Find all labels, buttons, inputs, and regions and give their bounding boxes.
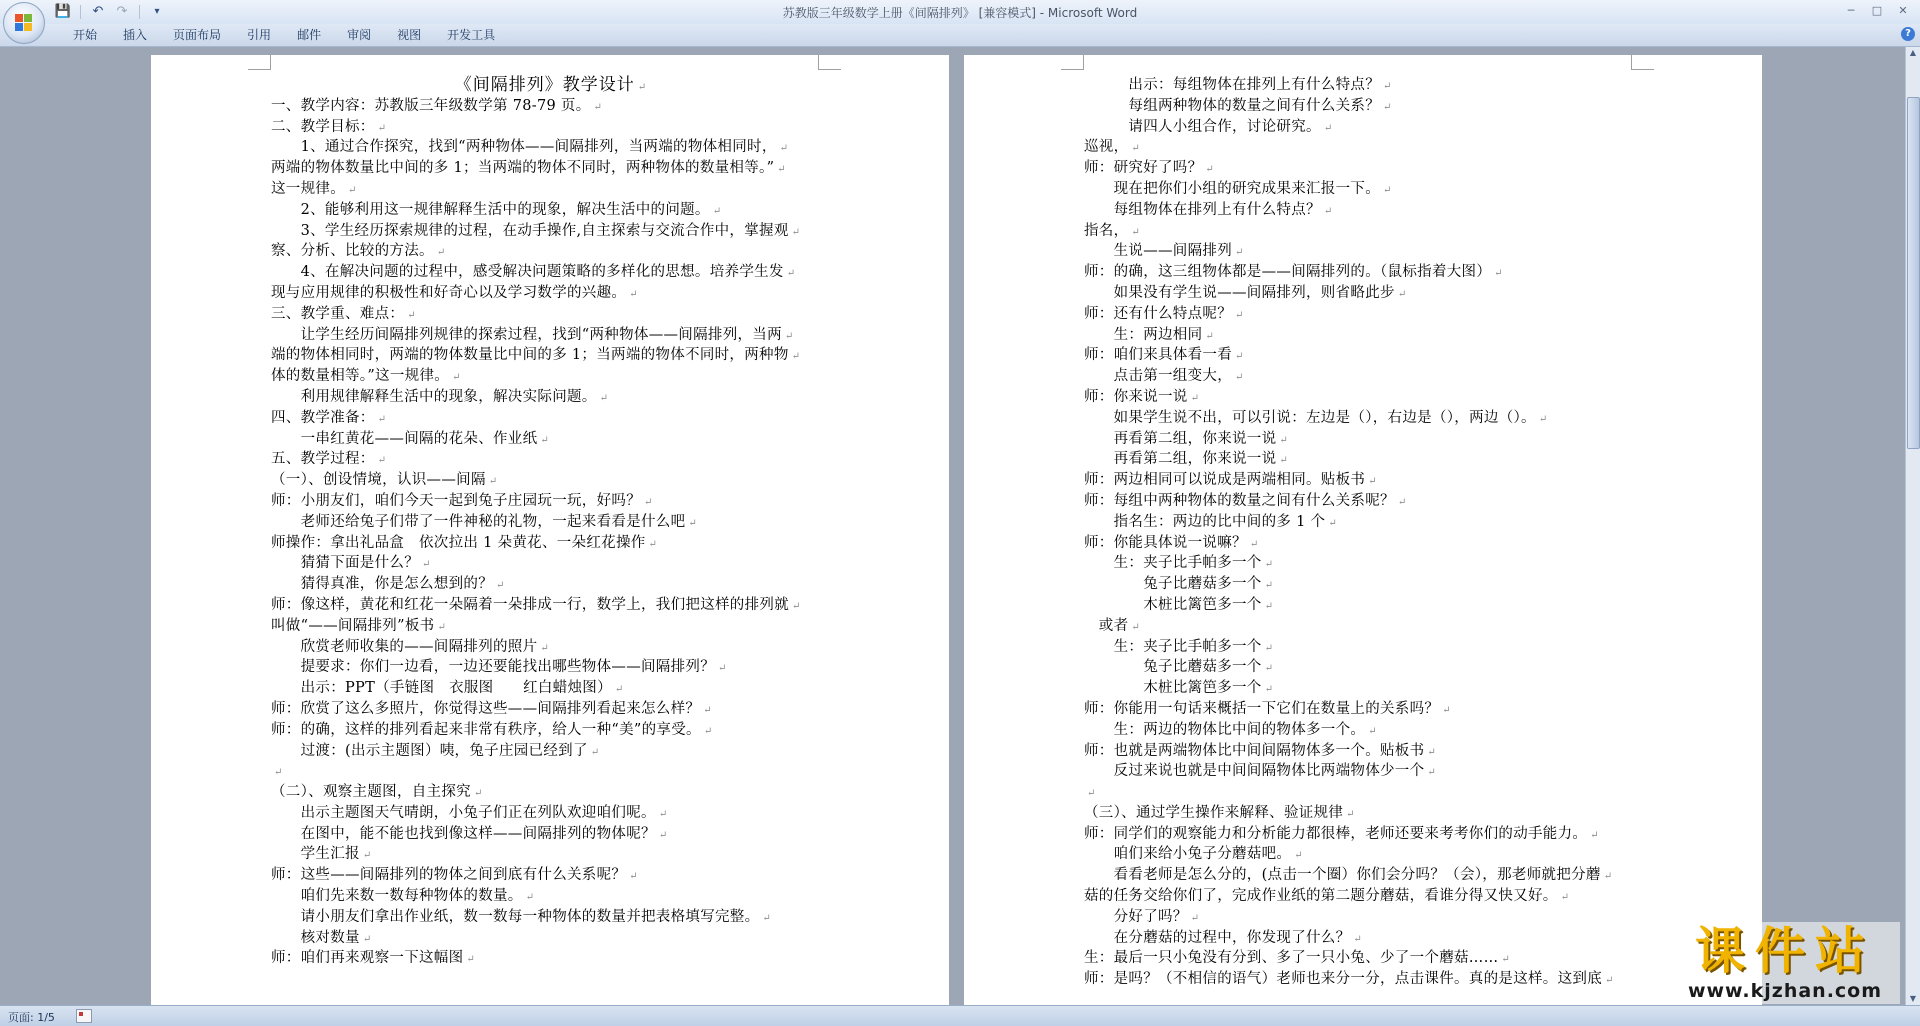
text-line: 两端的物体数量比中间的多 1；当两端的物体不同时，两种物体的数量相等。” ↵ (271, 158, 831, 179)
text-line: 五、教学过程： ↵ (271, 449, 831, 470)
document-title: 《间隔排列》教学设计 ↵ (271, 75, 831, 96)
ribbon-tabs (60, 27, 508, 43)
window-title: 苏教版三年级数学上册《间隔排列》 [兼容模式] - Microsoft Word (782, 6, 1138, 20)
text-line: 点击第一组变大， ↵ (1084, 366, 1644, 387)
customize-qat-icon[interactable]: ▾ (154, 6, 160, 17)
text-line: 分好了吗？ ↵ (1084, 907, 1644, 928)
status-bar (0, 1005, 1920, 1026)
text-line: 猜猜下面是什么？ ↵ (271, 553, 831, 574)
text-line: 端的物体相同时，两端的物体数量比中间的多 1；当两端的物体不同时，两种物 ↵ (271, 345, 831, 366)
text-line: 师：这些——间隔排列的物体之间到底有什么关系呢？ ↵ (271, 865, 831, 886)
text-line: 三、教学重、难点： ↵ (271, 304, 831, 325)
watermark-title: 课件站 (1695, 922, 1875, 980)
tab-review[interactable]: 审阅 (347, 28, 372, 42)
text-line: 请四人小组合作，讨论研究。 ↵ (1084, 117, 1644, 138)
site-watermark (1670, 922, 1900, 1004)
tab-references[interactable]: 引用 (247, 28, 272, 42)
text-line: 请小朋友们拿出作业纸，数一数每一种物体的数量并把表格填写完整。 ↵ (271, 907, 831, 928)
text-line: 师：你能具体说一说嘛？ ↵ (1084, 533, 1644, 554)
text-line: （一）、创设情境，认识——间隔 ↵ (271, 470, 831, 491)
text-line: 核对数量 ↵ (271, 928, 831, 949)
watermark-url: www.kjzhan.com (1687, 980, 1883, 1002)
text-line: 二、教学目标： ↵ (271, 117, 831, 138)
text-line: 指名， ↵ (1084, 221, 1644, 242)
text-line: 这一规律。 ↵ (271, 179, 831, 200)
tab-mailings[interactable]: 邮件 (297, 28, 322, 42)
text-line: 师：的确，这三组物体都是——间隔排列的。（鼠标指着大图） ↵ (1084, 262, 1644, 283)
minimize-button[interactable]: ─ (1847, 4, 1855, 17)
text-line: 4、在解决问题的过程中，感受解决问题策略的多样化的思想。培养学生发 ↵ (271, 262, 831, 283)
document-page-1[interactable] (151, 55, 949, 1005)
page-text (271, 75, 831, 969)
text-line: 师：咱们来具体看一看 ↵ (1084, 345, 1644, 366)
tab-home[interactable]: 开始 (73, 28, 98, 42)
text-line: 叫做“——间隔排列”板书 ↵ (271, 616, 831, 637)
text-line: 四、教学准备： ↵ (271, 408, 831, 429)
text-line: 2、能够利用这一规律解释生活中的现象，解决生活中的问题。 ↵ (271, 200, 831, 221)
text-line: 师：也就是两端物体比中间间隔物体多一个。贴板书 ↵ (1084, 741, 1644, 762)
text-line: 出示：PPT（手链图 衣服图 红白蜡烛图） ↵ (271, 678, 831, 699)
text-line: （二）、观察主题图，自主探究 ↵ (271, 782, 831, 803)
margin-mark (1061, 55, 1084, 70)
text-line: 兔子比蘑菇多一个 ↵ (1084, 657, 1644, 678)
text-line: 生：夹子比手帕多一个 ↵ (1084, 637, 1644, 658)
text-line: 指名生：两边的比中间的多 1 个 ↵ (1084, 512, 1644, 533)
save-icon[interactable]: 💾 (54, 4, 72, 19)
tab-developer[interactable]: 开发工具 (447, 28, 496, 42)
margin-mark (818, 55, 841, 70)
text-line: 菇的任务交给你们了，完成作业纸的第二题分蘑菇，看谁分得又快又好。 ↵ (1084, 886, 1644, 907)
text-line: 师：同学们的观察能力和分析能力都很棒，老师还要来考考你们的动手能力。 ↵ (1084, 824, 1644, 845)
text-line: 在图中，能不能也找到像这样——间隔排列的物体呢？ ↵ (271, 824, 831, 845)
maximize-button[interactable]: □ (1871, 4, 1883, 17)
text-line: 师操作：拿出礼品盒 依次拉出 1 朵黄花、一朵红花操作 ↵ (271, 533, 831, 554)
text-line: 利用规律解释生活中的现象，解决实际问题。 ↵ (271, 387, 831, 408)
text-line: 师：咱们再来观察一下这幅图 ↵ (271, 948, 831, 969)
text-line: 如果学生说不出，可以引说：左边是（），右边是（），两边（）。 ↵ (1084, 408, 1644, 429)
redo-icon[interactable]: ↷ (116, 4, 128, 19)
text-line: 师：两边相同可以说成是两端相同。贴板书 ↵ (1084, 470, 1644, 491)
scroll-up-icon[interactable]: ▲ (1909, 48, 1917, 57)
text-line: 反过来说也就是中间间隔物体比两端物体少一个 ↵ (1084, 761, 1644, 782)
text-line: 欣赏老师收集的——间隔排列的照片 ↵ (271, 637, 831, 658)
tab-insert[interactable]: 插入 (123, 28, 148, 42)
text-line: 现在把你们小组的研究成果来汇报一下。 ↵ (1084, 179, 1644, 200)
text-line: 察、分析、比较的方法。 ↵ (271, 241, 831, 262)
text-line: 师：欣赏了这么多照片，你觉得这些——间隔排列看起来怎么样？ ↵ (271, 699, 831, 720)
text-line: 师：你能用一句话来概括一下它们在数量上的关系吗？ ↵ (1084, 699, 1644, 720)
close-button[interactable]: ✕ (1898, 4, 1908, 17)
text-line: 咱们来给小兔子分蘑菇吧。 ↵ (1084, 844, 1644, 865)
text-line: 学生汇报 ↵ (271, 844, 831, 865)
text-line: 咱们先来数一数每种物体的数量。 ↵ (271, 886, 831, 907)
text-line: 师：的确，这样的排列看起来非常有秩序，给人一种“美”的享受。 ↵ (271, 720, 831, 741)
tab-view[interactable]: 视图 (397, 28, 422, 42)
text-line: 师：像这样，黄花和红花一朵隔着一朵排成一行，数学上，我们把这样的排列就 ↵ (271, 595, 831, 616)
text-line: 猜得真准，你是怎么想到的？ ↵ (271, 574, 831, 595)
text-line: 生：最后一只小兔没有分到、多了一只小兔、少了一个蘑菇…… ↵ (1084, 948, 1644, 969)
page-text (1084, 75, 1644, 990)
text-line: 兔子比蘑菇多一个 ↵ (1084, 574, 1644, 595)
undo-icon[interactable]: ↶ (92, 4, 104, 19)
text-line: 一串红黄花——间隔的花朵、作业纸 ↵ (271, 429, 831, 450)
office-button[interactable] (3, 2, 45, 44)
vertical-scrollbar[interactable] (1905, 47, 1920, 1005)
text-line: 师：还有什么特点呢？ ↵ (1084, 304, 1644, 325)
text-line: 木桩比篱笆多一个 ↵ (1084, 678, 1644, 699)
window-controls (1838, 2, 1916, 20)
text-line: 体的数量相等。”这一规律。 ↵ (271, 366, 831, 387)
text-line: 生：两边的物体比中间的物体多一个。 ↵ (1084, 720, 1644, 741)
text-line: 让学生经历间隔排列规律的探索过程，找到“两种物体——间隔排列，当两 ↵ (271, 325, 831, 346)
text-line: 木桩比篱笆多一个 ↵ (1084, 595, 1644, 616)
text-line: 老师还给兔子们带了一件神秘的礼物，一起来看看是什么吧 ↵ (271, 512, 831, 533)
scroll-down-icon[interactable]: ▼ (1909, 994, 1917, 1003)
text-line: 1、通过合作探究，找到“两种物体——间隔排列，当两端的物体相同时， ↵ (271, 137, 831, 158)
text-line: 师：小朋友们，咱们今天一起到兔子庄园玩一玩，好吗？ ↵ (271, 491, 831, 512)
text-line: 提要求：你们一边看，一边还要能找出哪些物体——间隔排列？ ↵ (271, 657, 831, 678)
ribbon-tab-bar (0, 24, 1920, 47)
text-line: 师：每组中两种物体的数量之间有什么关系呢？ ↵ (1084, 491, 1644, 512)
text-line (271, 761, 831, 782)
text-line: 每组两种物体的数量之间有什么关系？ ↵ (1084, 96, 1644, 117)
document-page-2[interactable] (964, 55, 1762, 1005)
title-bar (0, 0, 1920, 24)
text-line: 看看老师是怎么分的，(点击一个圈）你们会分吗？（会），那老师就把分蘑 ↵ (1084, 865, 1644, 886)
text-line: 巡视， ↵ (1084, 137, 1644, 158)
margin-mark (248, 55, 271, 70)
text-line: 再看第二组，你来说一说 ↵ (1084, 449, 1644, 470)
text-line: 师：你来说一说 ↵ (1084, 387, 1644, 408)
text-line: 3、学生经历探索规律的过程，在动手操作,自主探索与交流合作中，掌握观 ↵ (271, 221, 831, 242)
text-line: 师：是吗？（不相信的语气）老师也来分一分，点击课件。真的是这样。这到底 ↵ (1084, 969, 1644, 990)
text-line: 生说——间隔排列 ↵ (1084, 241, 1644, 262)
scroll-thumb[interactable] (1907, 97, 1920, 449)
text-line: 师：研究好了吗？ ↵ (1084, 158, 1644, 179)
office-logo-icon (15, 14, 33, 32)
text-line: 生：两边相同 ↵ (1084, 325, 1644, 346)
text-line: 过渡：(出示主题图）咦，兔子庄园已经到了 ↵ (271, 741, 831, 762)
text-line: 现与应用规律的积极性和好奇心以及学习数学的兴趣。 ↵ (271, 283, 831, 304)
text-line: 一、教学内容：苏教版三年级数学第 78-79 页。 ↵ (271, 96, 831, 117)
text-line: 如果没有学生说——间隔排列，则省略此步 ↵ (1084, 283, 1644, 304)
margin-mark (1631, 55, 1654, 70)
proofing-icon[interactable] (76, 1009, 92, 1023)
document-area[interactable] (0, 47, 1906, 1005)
text-line: 生：夹子比手帕多一个 ↵ (1084, 553, 1644, 574)
text-line (1084, 782, 1644, 803)
text-line: 在分蘑菇的过程中，你发现了什么？ ↵ (1084, 928, 1644, 949)
help-icon[interactable]: ? (1901, 27, 1915, 41)
page-count[interactable]: 页面: 1/5 (8, 1011, 55, 1024)
tab-page-layout[interactable]: 页面布局 (173, 28, 222, 42)
text-line: 再看第二组，你来说一说 ↵ (1084, 429, 1644, 450)
text-line: 出示主题图天气晴朗，小兔子们正在列队欢迎咱们呢。 ↵ (271, 803, 831, 824)
text-line: 每组物体在排列上有什么特点？ ↵ (1084, 200, 1644, 221)
text-line: 或者 ↵ (1084, 616, 1644, 637)
text-line: （三）、通过学生操作来解释、验证规律 ↵ (1084, 803, 1644, 824)
text-line: 出示：每组物体在排列上有什么特点？ ↵ (1084, 75, 1644, 96)
